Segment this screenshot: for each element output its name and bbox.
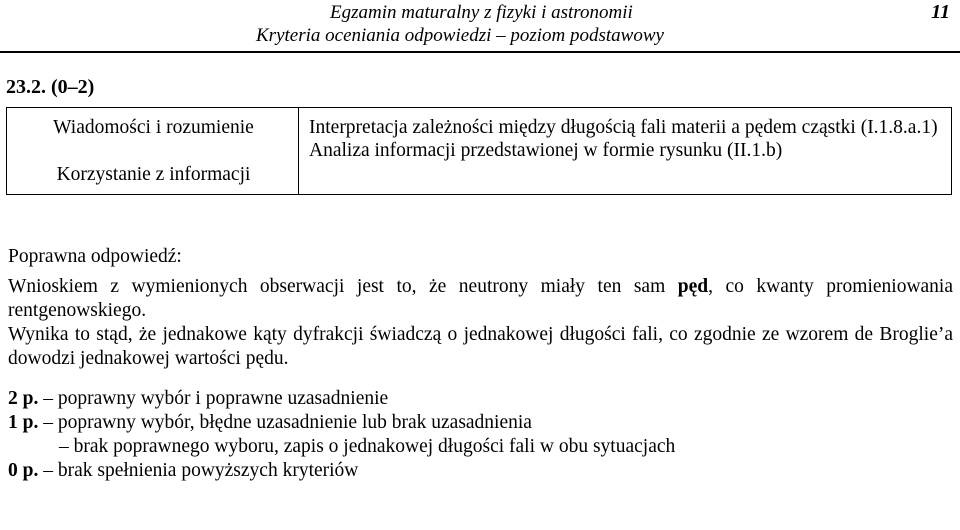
answer-p1-bold: pęd	[677, 276, 709, 297]
header-title: Egzamin maturalny z fizyki i astronomii	[330, 2, 633, 23]
category-knowledge: Wiadomości i rozumienie	[53, 117, 254, 138]
answer-paragraph-1	[8, 275, 953, 323]
header-subtitle: Kryteria oceniania odpowiedzi – poziom podstawowy	[256, 25, 664, 46]
page-number: 11	[931, 1, 950, 23]
answer-p1-after: , co kwanty promieniowania rentgenowskiego.	[8, 276, 954, 321]
answer-p1-before: Wnioskiem z wymienionych obserwacji jest to, że neutrony miały ten sam	[8, 276, 666, 297]
criteria-descriptions	[299, 108, 952, 195]
category-information: Korzystanie z informacji	[56, 164, 251, 185]
scoring-text: – poprawny wybór i poprawne uzasadnienie	[43, 388, 389, 409]
scoring-text: – poprawny wybór, błędne uzasadnienie lub brak uzasadnienia	[43, 412, 532, 433]
scoring-points: 2 p.	[8, 388, 39, 409]
section-label: 23.2. (0–2)	[6, 76, 95, 98]
criteria-categories	[7, 108, 299, 195]
scoring-text: – brak poprawnego wyboru, zapis o jednakowej długości fali w obu sytuacjach	[59, 436, 676, 457]
scoring-row-0	[8, 459, 953, 483]
scoring-points: 1 p.	[8, 412, 39, 433]
criteria-table	[6, 107, 952, 195]
answer-paragraph-2: Wynika to stąd, że jednakowe kąty dyfrakcji świadczą o jednakowej długości fali, co zgodnie ze wzorem de Broglie’a dowodzi jednakowej wartości pędu.	[8, 324, 953, 369]
scoring-text: – brak spełnienia powyższych kryteriów	[43, 460, 359, 481]
answer-heading: Poprawna odpowiedź:	[8, 246, 182, 267]
criterion-interpretation: Interpretacja zależności między długością fali materii a pędem cząstki (I.1.8.a.1)	[309, 117, 938, 138]
scoring-row-1	[8, 411, 953, 435]
scoring-row-1b	[8, 435, 953, 459]
criterion-analysis: Analiza informacji przedstawionej w formie rysunku (II.1.b)	[309, 140, 783, 161]
answer-section	[8, 245, 953, 483]
header-rule	[0, 51, 960, 53]
scoring-row-2	[8, 387, 953, 411]
scoring-points: 0 p.	[8, 460, 39, 481]
